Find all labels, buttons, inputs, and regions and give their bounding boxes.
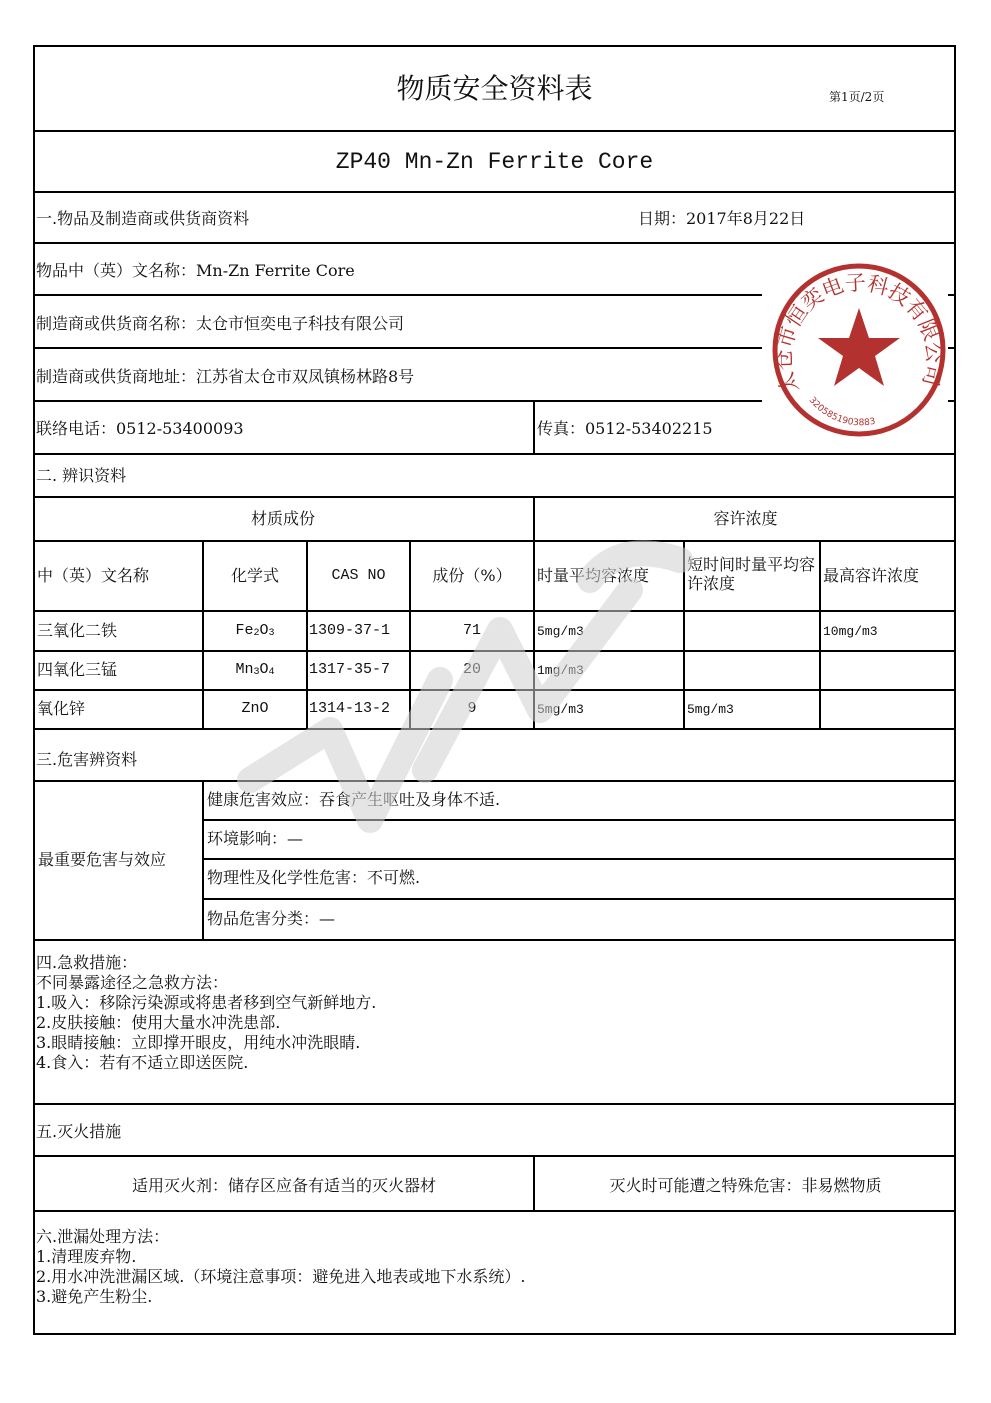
- cell-max: 10mg/m3: [823, 624, 878, 639]
- spill-line: 3.避免产生粉尘.: [36, 1287, 153, 1306]
- formula-part: Fe: [235, 622, 254, 639]
- spill-line: 2.用水冲洗泄漏区域.（环境注意事项：避免进入地表或地下水系统）.: [36, 1267, 526, 1286]
- column-header: 成份（%）: [432, 566, 512, 585]
- cell-formula: [204, 660, 306, 683]
- section-5-heading: 五.灭火措施: [36, 1122, 122, 1141]
- section-1-heading: 一.物品及制造商或供货商资料: [36, 209, 250, 228]
- cell-twa: 5mg/m3: [537, 702, 584, 717]
- divider: [33, 650, 956, 652]
- divider: [683, 540, 685, 728]
- hazard-label: 最重要危害与效应: [38, 850, 167, 869]
- cell-percent: 9: [467, 700, 477, 717]
- formula-part: ZnO: [241, 700, 269, 717]
- column-header: CAS NO: [331, 567, 386, 584]
- column-header: 短时间时量平均容许浓度: [687, 555, 816, 593]
- divider: [33, 1155, 956, 1157]
- phone-number: 联络电话：0512-53400093: [36, 419, 244, 438]
- formula-subscript: 3: [268, 628, 275, 639]
- divider: [948, 294, 956, 296]
- divider: [33, 1103, 956, 1105]
- cell-stel: 5mg/m3: [687, 702, 734, 717]
- first-aid-line: 不同暴露途径之急救方法：: [36, 973, 229, 992]
- cell-twa: 5mg/m3: [537, 624, 584, 639]
- formula-subscript: 4: [268, 667, 275, 678]
- section-2-heading: 二. 辨识资料: [36, 466, 127, 485]
- divider: [33, 728, 956, 730]
- supplier-name: 制造商或供货商名称：太仓市恒奕电子科技有限公司: [36, 314, 405, 333]
- formula-subscript: 3: [253, 667, 260, 678]
- product-name: 物品中（英）文名称：Mn-Zn Ferrite Core: [36, 261, 355, 280]
- page-indicator: 第1页/2页: [829, 90, 885, 104]
- cell-formula: [204, 621, 306, 644]
- cell-cas: 1309-37-1: [309, 622, 391, 639]
- spill-line: 六.泄漏处理方法：: [36, 1227, 170, 1246]
- supplier-address: 制造商或供货商地址：江苏省太仓市双凤镇杨林路8号: [36, 367, 415, 386]
- spill-line: 1.清理废弃物.: [36, 1247, 137, 1266]
- seal-code-text: 3205851903883: [806, 395, 877, 429]
- divider: [819, 540, 821, 728]
- product-title: ZP40 Mn-Zn Ferrite Core: [335, 149, 654, 175]
- divider: [202, 780, 204, 939]
- divider: [33, 453, 956, 455]
- cell-twa: 1mg/m3: [537, 663, 584, 678]
- cell-percent: 71: [462, 622, 481, 639]
- divider: [203, 858, 956, 860]
- divider: [533, 400, 535, 453]
- hazard-item: 健康危害效应：吞食产生呕吐及身体不适.: [207, 790, 501, 809]
- hazard-item: 环境影响：—: [207, 829, 304, 848]
- first-aid-line: 4.食入：若有不适立即送医院.: [36, 1053, 249, 1072]
- cell-name: 四氧化三锰: [37, 660, 118, 679]
- column-header: 时量平均容浓度: [537, 566, 650, 585]
- hazard-item: 物品危害分类：—: [207, 909, 336, 928]
- first-aid-line: 四.急救措施：: [36, 953, 138, 972]
- divider: [533, 496, 535, 728]
- divider: [948, 347, 956, 349]
- divider: [203, 898, 956, 900]
- seal-company-text: 太仓市恒奕电子科技有限公司: [771, 270, 947, 397]
- group-header-material: 材质成份: [250, 509, 315, 528]
- first-aid-line: 2.皮肤接触：使用大量水冲洗患部.: [36, 1013, 281, 1032]
- divider: [33, 780, 956, 782]
- column-header: 最高容许浓度: [823, 566, 920, 585]
- divider: [33, 610, 956, 612]
- hazard-item: 物理性及化学性危害：不可燃.: [207, 868, 421, 887]
- divider: [33, 496, 956, 498]
- star-icon: [818, 308, 900, 386]
- company-seal: [769, 260, 949, 440]
- extinguishing-agent: 适用灭火剂：储存区应备有适当的灭火器材: [131, 1176, 436, 1195]
- fire-hazard: 灭火时可能遭之特殊危害：非易燃物质: [609, 1176, 882, 1195]
- cell-cas: 1317-35-7: [309, 661, 391, 678]
- divider: [33, 191, 956, 193]
- divider: [948, 400, 956, 402]
- divider: [33, 130, 956, 132]
- document-title: 物质安全资料表: [396, 72, 593, 105]
- column-header: 中（英）文名称: [37, 566, 150, 585]
- cell-name: 三氧化二铁: [37, 621, 118, 640]
- issue-date: 日期：2017年8月22日: [638, 209, 806, 228]
- first-aid-line: 1.吸入：移除污染源或将患者移到空气新鲜地方.: [36, 993, 377, 1012]
- group-header-limit: 容许浓度: [713, 509, 778, 528]
- first-aid-line: 3.眼睛接触：立即撑开眼皮，用纯水冲洗眼睛.: [36, 1033, 361, 1052]
- formula-part: Mn: [235, 661, 254, 678]
- divider: [33, 1210, 956, 1212]
- divider: [33, 939, 956, 941]
- formula-part: O: [259, 622, 269, 639]
- formula-part: O: [259, 661, 269, 678]
- cell-percent: 20: [462, 661, 481, 678]
- formula-subscript: 2: [253, 628, 260, 639]
- cell-formula: [204, 699, 306, 719]
- cell-name: 氧化锌: [37, 699, 86, 718]
- column-header: 化学式: [230, 566, 279, 585]
- fax-number: 传真：0512-53402215: [537, 419, 713, 438]
- cell-cas: 1314-13-2: [309, 700, 391, 717]
- divider: [33, 689, 956, 691]
- section-3-heading: 三.危害辨资料: [36, 750, 138, 769]
- divider: [33, 540, 956, 542]
- divider: [203, 819, 956, 821]
